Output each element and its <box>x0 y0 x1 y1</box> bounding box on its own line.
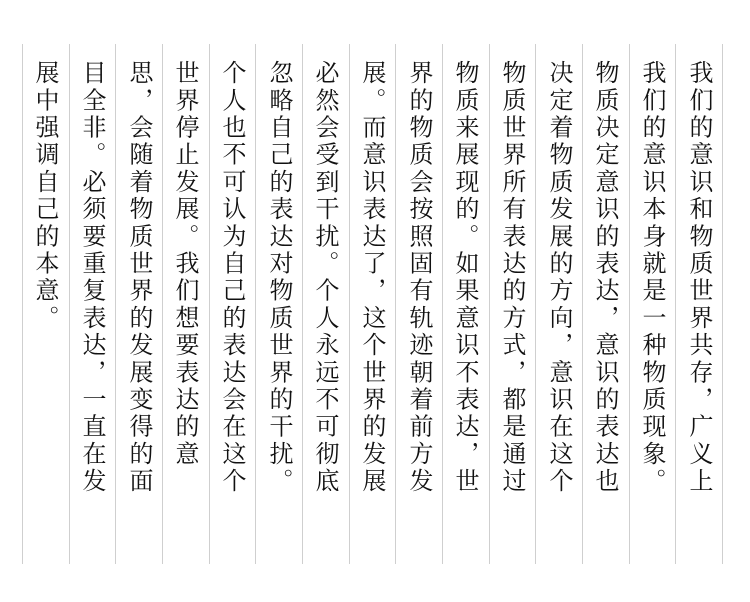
text-column-9: 必然会受到干扰。个人永远不可彻底 <box>311 60 339 496</box>
text-column-11: 个人也不可认为自己的表达会在这个 <box>218 60 246 496</box>
text-column-2: 我们的意识本身就是一种物质现象。 <box>638 60 666 496</box>
text-column-15: 展中强调自己的本意。 <box>31 60 59 332</box>
text-column-13: 思，会随着物质世界的发展变得的面 <box>125 60 153 496</box>
column-rule <box>395 44 396 564</box>
column-rule <box>629 44 630 564</box>
text-column-6: 物质来展现的。如果意识不表达，世 <box>451 60 479 496</box>
column-rule <box>209 44 210 564</box>
column-rule <box>162 44 163 564</box>
text-column-14: 目全非。必须要重复表达，一直在发 <box>78 60 106 496</box>
column-rule <box>535 44 536 564</box>
column-rule <box>489 44 490 564</box>
column-rule <box>22 44 23 564</box>
column-rule <box>582 44 583 564</box>
column-rule <box>675 44 676 564</box>
text-column-3: 物质决定意识的表达，意识的表达也 <box>591 60 619 496</box>
column-rule <box>442 44 443 564</box>
column-rule <box>255 44 256 564</box>
text-column-12: 世界停止发展。我们想要表达的意 <box>171 60 199 468</box>
text-column-1: 我们的意识和物质世界共存，广义上 <box>685 60 713 496</box>
column-rule <box>722 44 723 564</box>
column-rule <box>349 44 350 564</box>
text-column-5: 物质世界所有表达的方式，都是通过 <box>498 60 526 496</box>
column-rule <box>115 44 116 564</box>
text-column-10: 忽略自己的表达对物质世界的干扰。 <box>265 60 293 496</box>
text-column-4: 决定着物质发展的方向，意识在这个 <box>545 60 573 496</box>
column-rule <box>69 44 70 564</box>
text-column-7: 界的物质会按照固有轨迹朝着前方发 <box>405 60 433 496</box>
text-column-8: 展。而意识表达了，这个世界的发展 <box>358 60 386 496</box>
column-rule <box>302 44 303 564</box>
